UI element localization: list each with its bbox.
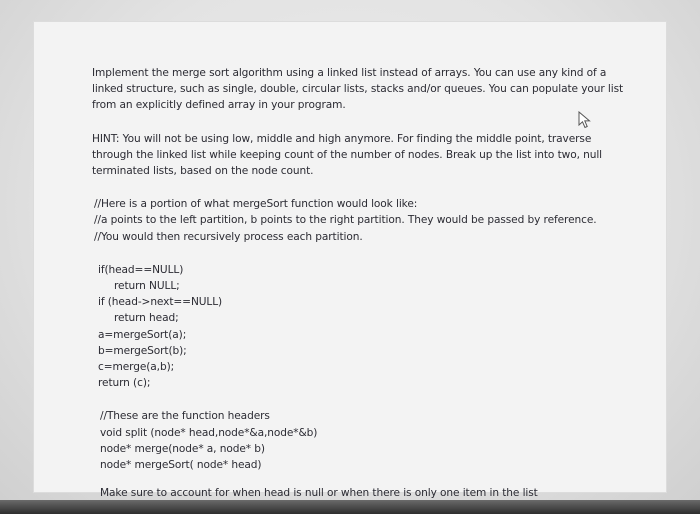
header-line: void split (node* head,node*&a,node*&b) bbox=[100, 426, 318, 439]
comment-block bbox=[92, 196, 632, 245]
function-headers-block bbox=[92, 408, 632, 473]
closing-note: Make sure to account for when head is null or when there is only one item in the list bbox=[100, 487, 538, 500]
intro-paragraph: Implement the merge sort algorithm using a linked list instead of arrays. You can use any kind of a linked structure, such as single, double, circular lists, stacks and/or queues. You can populate your list from an explicitly defined array in your program. bbox=[92, 67, 624, 112]
header-line: //These are the function headers bbox=[100, 410, 270, 423]
header-line: node* merge(node* a, node* b) bbox=[100, 442, 265, 455]
code-line: c=merge(a,b); bbox=[98, 361, 175, 374]
hint-paragraph: HINT: You will not be using low, middle and high anymore. For finding the middle point, traverse through the linked list while keeping count of the number of nodes. Break up the list into two, null terminated lists, based on the node count. bbox=[92, 132, 603, 178]
code-line: if(head==NULL) bbox=[98, 263, 184, 276]
code-line: b=mergeSort(b); bbox=[98, 344, 187, 357]
comment-line: //You would then recursively process each partition. bbox=[94, 230, 363, 243]
monitor-bezel bbox=[0, 500, 700, 514]
code-line: return NULL; bbox=[114, 280, 180, 293]
code-block bbox=[92, 262, 632, 392]
comment-line: //Here is a portion of what mergeSort function would look like: bbox=[94, 198, 418, 211]
header-line: node* mergeSort( node* head) bbox=[100, 459, 262, 472]
code-line: return (c); bbox=[98, 377, 151, 390]
code-line: a=mergeSort(a); bbox=[98, 328, 187, 341]
assignment-text bbox=[92, 65, 632, 501]
code-line: if (head->next==NULL) bbox=[98, 296, 223, 309]
mouse-pointer-icon bbox=[578, 111, 592, 129]
comment-line: //a points to the left partition, b points to the right partition. They would be passed by reference. bbox=[94, 214, 597, 227]
code-line: return head; bbox=[114, 312, 179, 325]
